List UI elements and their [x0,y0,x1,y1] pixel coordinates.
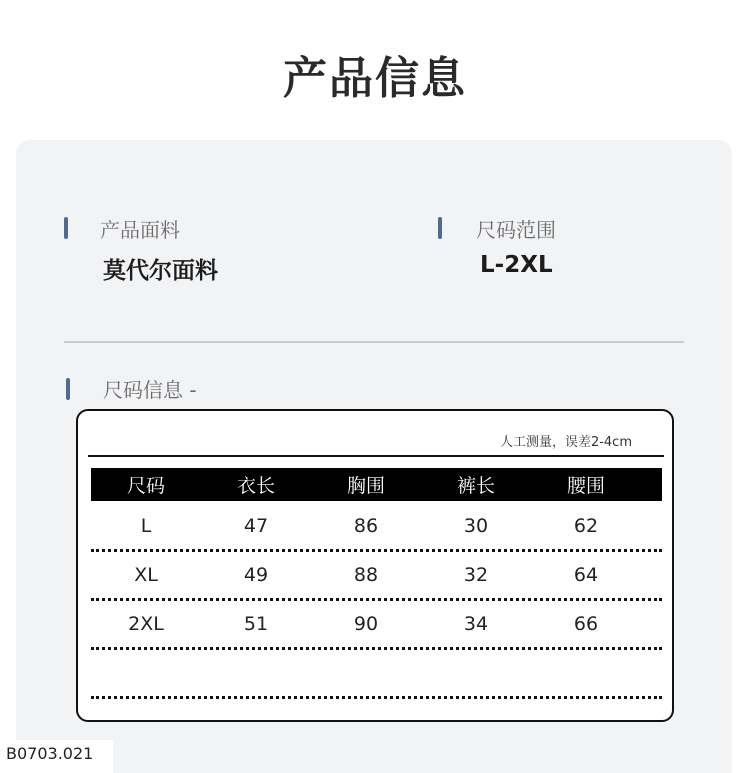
measurement-note: 人工测量，误差2-4cm [499,435,632,450]
table-cell: 34 [463,613,489,635]
table-cell: 30 [463,515,489,537]
size-info-heading: 尺码信息 - [103,378,197,402]
fabric-accent-bar [64,217,68,239]
size-range-accent-bar [438,217,442,239]
header-cell-length: 衣长 [236,475,275,497]
table-cell: 32 [463,564,489,586]
table-cell: 88 [353,564,379,586]
size-range-value: L-2XL [480,252,553,278]
table-row [91,552,662,601]
table-cell: XL [134,564,158,586]
sku-label: B0703.021 [0,740,113,773]
header-cell-waist: 腰围 [566,475,605,497]
table-cell: 86 [353,515,379,537]
size-table-header [91,468,662,501]
fabric-label: 产品面料 [100,218,180,242]
size-info-accent-bar [66,378,70,400]
section-divider [64,341,684,343]
table-cell: 49 [243,564,269,586]
table-row [91,503,662,552]
size-table-box [76,409,674,722]
table-cell: 90 [353,613,379,635]
table-cell: 62 [573,515,599,537]
table-row [91,601,662,650]
table-cell: 47 [243,515,269,537]
note-underline [88,455,664,457]
page-title: 产品信息 [283,53,467,104]
table-cell: L [140,515,152,537]
table-row-empty [91,650,662,699]
fabric-value: 莫代尔面料 [103,258,218,284]
header-cell-size: 尺码 [126,475,165,497]
header-cell-pants-length: 裤长 [456,475,495,497]
header-cell-chest: 胸围 [346,475,385,497]
table-cell: 2XL [128,613,164,635]
table-cell: 64 [573,564,599,586]
table-cell: 51 [243,613,269,635]
size-range-label: 尺码范围 [476,218,556,242]
table-cell: 66 [573,613,599,635]
